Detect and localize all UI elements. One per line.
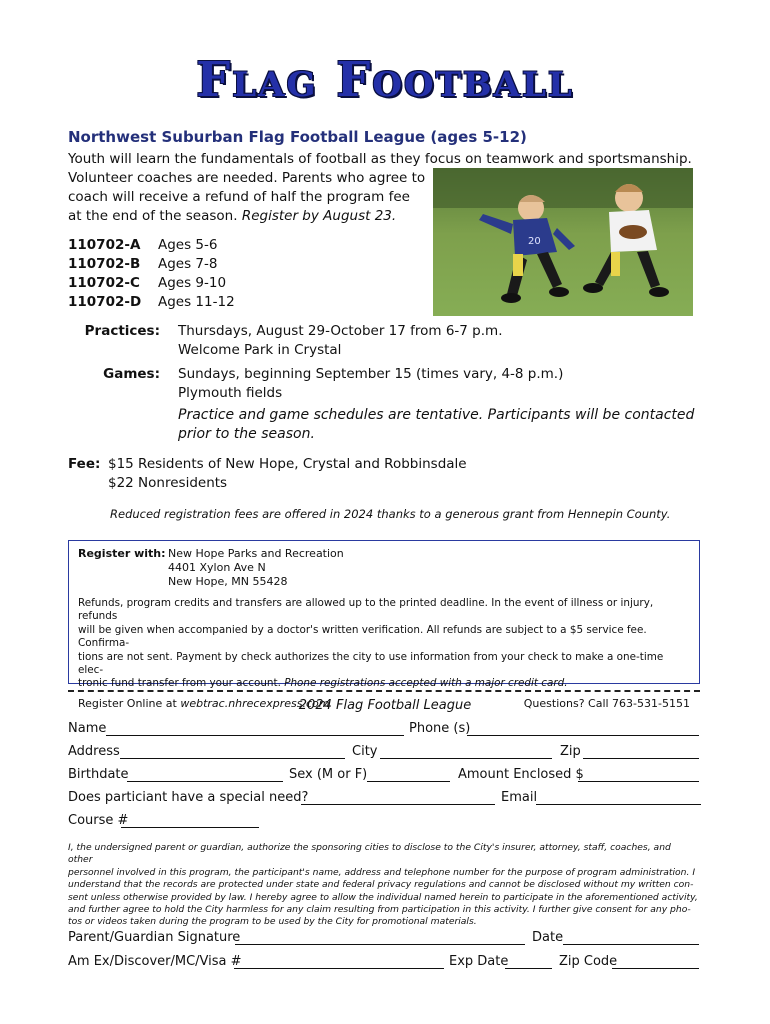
league-subtitle: Northwest Suburban Flag Football League (ages 5-12) xyxy=(68,128,527,146)
date-field[interactable] xyxy=(563,944,699,945)
course-ages: Ages 5-6 xyxy=(158,237,218,253)
course-row xyxy=(68,255,235,274)
practices-section xyxy=(68,322,503,360)
email-field[interactable] xyxy=(536,804,701,805)
exp-date-field[interactable] xyxy=(505,968,552,969)
course-code: 110702-C xyxy=(68,275,140,291)
tentative-line: prior to the season. xyxy=(178,426,315,442)
address-label: Address xyxy=(68,744,120,759)
birthdate-label: Birthdate xyxy=(68,767,129,782)
course-list xyxy=(68,236,235,312)
practices-line: Thursdays, August 29-October 17 from 6-7 p.m. xyxy=(178,323,503,339)
register-street: 4401 Xylon Ave N xyxy=(168,561,266,574)
refund-policy xyxy=(78,597,690,691)
course-ages: Ages 9-10 xyxy=(158,275,227,291)
games-section xyxy=(68,365,563,403)
cut-line xyxy=(68,690,700,692)
legal-line: sent unless otherwise provided by law. I hereby agree to allow the individual named herein to participate in the aforementioned activity, xyxy=(68,891,698,903)
name-field[interactable] xyxy=(106,735,404,736)
course-code: 110702-A xyxy=(68,237,141,253)
tentative-line: Practice and game schedules are tentative. Participants will be contacted xyxy=(178,407,695,423)
signature-field[interactable] xyxy=(235,944,525,945)
course-row xyxy=(68,274,235,293)
svg-text:20: 20 xyxy=(528,236,541,247)
legal-consent xyxy=(68,842,698,929)
amount-field[interactable] xyxy=(578,781,699,782)
legal-line: I, the undersigned parent or guardian, authorize the sponsoring cities to disclose to the City's insurer, attorney, staff, coaches, and other xyxy=(68,842,671,866)
register-city: New Hope, MN 55428 xyxy=(168,575,288,588)
special-need-label: Does particiant have a special need? xyxy=(68,790,309,805)
birthdate-field[interactable] xyxy=(127,781,283,782)
practices-label: Practices: xyxy=(84,323,160,339)
exp-label: Exp Date xyxy=(449,954,509,969)
course-ages: Ages 11-12 xyxy=(158,294,235,310)
zip-code-field[interactable] xyxy=(612,968,699,969)
city-field[interactable] xyxy=(380,758,552,759)
practices-line: Welcome Park in Crystal xyxy=(178,342,342,358)
fee-section xyxy=(68,455,467,493)
fee-label: Fee: xyxy=(68,456,101,472)
register-online-link[interactable]: webtrac.nhrecexpress.com xyxy=(180,696,330,710)
city-label: City xyxy=(352,744,378,759)
register-address xyxy=(78,547,690,589)
refund-line: Refunds, program credits and transfers are allowed up to the printed deadline. In the event of illness or injury, refunds xyxy=(78,597,654,623)
legal-line: and further agree to hold the City harmless for any claim resulting from participation in this activity. I further give consent for any pho- xyxy=(68,904,691,916)
online-prefix: Register Online at xyxy=(78,696,177,710)
phone-field[interactable] xyxy=(467,735,699,736)
fee-line: $22 Nonresidents xyxy=(108,475,228,491)
legal-line: tos or videos taken during the program to be used by the City for promotional materials. xyxy=(68,916,477,928)
refund-line: will be given when accompanied by a doctor's written verification. All refunds are subject to a $5 service fee. Confirma- xyxy=(78,623,647,650)
email-label: Email xyxy=(501,790,538,805)
course-label: Course # xyxy=(68,813,129,828)
course-code: 110702-B xyxy=(68,256,141,272)
games-label: Games: xyxy=(103,366,160,382)
refund-text: tronic fund transfer from your account. xyxy=(78,677,281,690)
amount-label: Amount Enclosed $ xyxy=(458,767,584,782)
legal-line: personnel involved in this program, the participant's name, address and telephone number for the purpose of program administration. I xyxy=(68,866,696,878)
tentative-note xyxy=(178,406,694,444)
card-number-field[interactable] xyxy=(234,968,444,969)
register-deadline: Register by August 23. xyxy=(241,208,397,224)
intro-line: Youth will learn the fundamentals of football as they focus on teamwork and sportsmanship. xyxy=(68,151,692,167)
grant-note: Reduced registration fees are offered in 2024 thanks to a generous grant from Hennepin County. xyxy=(110,507,671,521)
page-title: Flag Football xyxy=(196,52,574,108)
sex-field[interactable] xyxy=(367,781,450,782)
course-ages: Ages 7-8 xyxy=(158,256,218,272)
intro-text: at the end of the season. xyxy=(68,208,238,224)
phone-label: Phone (s) xyxy=(409,721,471,736)
course-code: 110702-D xyxy=(68,294,142,310)
course-row xyxy=(68,293,235,312)
fee-line: $15 Residents of New Hope, Crystal and Robbinsdale xyxy=(108,456,467,472)
phone-registration-note: Phone registrations accepted with a major credit card. xyxy=(284,677,568,690)
zip-field[interactable] xyxy=(583,758,699,759)
legal-line: understand that the records are protected under state and federal privacy regulations and cannot be disclosed without my written con- xyxy=(68,879,694,891)
intro-line: coach will receive a refund of half the program fee xyxy=(68,189,410,205)
questions-phone: Questions? Call 763-531-5151 xyxy=(523,696,690,710)
flag-football-photo xyxy=(433,168,693,316)
address-field[interactable] xyxy=(120,758,345,759)
signature-label: Parent/Guardian Signature xyxy=(68,930,241,945)
refund-line: tions are not sent. Payment by check authorizes the city to use information from your check to make a one-time elec- xyxy=(78,650,664,677)
special-need-field[interactable] xyxy=(301,804,495,805)
intro-line: Volunteer coaches are needed. Parents who agree to xyxy=(68,170,426,186)
refund-line xyxy=(78,677,690,690)
form-heading: 2024 Flag Football League xyxy=(298,698,472,713)
games-line: Sundays, beginning September 15 (times vary, 4-8 p.m.) xyxy=(178,366,564,382)
zipcode-label: Zip Code xyxy=(559,954,618,969)
games-line: Plymouth fields xyxy=(178,385,283,401)
register-org: New Hope Parks and Recreation xyxy=(168,547,344,560)
zip-label: Zip xyxy=(560,744,581,759)
course-field[interactable] xyxy=(121,827,259,828)
register-label: Register with: xyxy=(78,547,166,560)
date-label: Date xyxy=(532,930,564,945)
sex-label: Sex (M or F) xyxy=(289,767,368,782)
name-label: Name xyxy=(68,721,107,736)
card-label: Am Ex/Discover/MC/Visa # xyxy=(68,954,242,969)
course-row xyxy=(68,236,235,255)
